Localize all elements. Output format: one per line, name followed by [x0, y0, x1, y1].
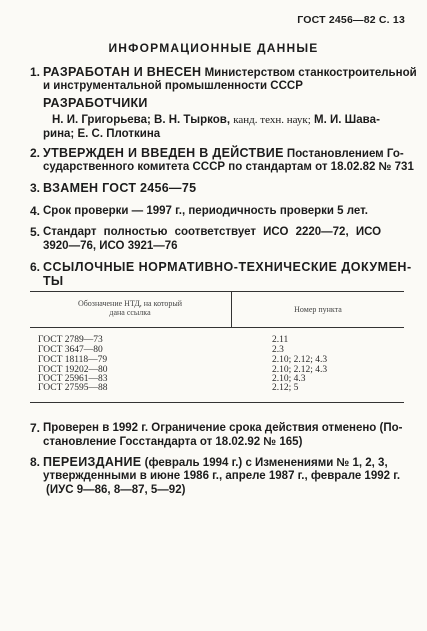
section-1-heading: РАЗРАБОТАН И ВНЕСЕН: [43, 65, 202, 79]
table-cell-document: ГОСТ 18118—79: [38, 355, 108, 365]
table-cell-document: ГОСТ 3647—80: [38, 345, 103, 355]
page-header: ГОСТ 2456—82 С. 13: [297, 14, 405, 26]
table-header-item: Номер пункта: [294, 305, 342, 314]
section-2-line-1: [43, 146, 404, 161]
table-cell-item: 2.10; 2.12; 4.3: [272, 355, 328, 365]
section-5-line-1: Стандарт полностью соответствует ИСО 2220—72, ИСО: [43, 226, 382, 238]
table-cell-item: 2.11: [272, 335, 289, 345]
section-7-line-2: становление Госстандарта от 18.02.92 № 165): [43, 436, 303, 448]
section-4-text: Срок проверки — 1997 г., периодичность проверки 5 лет.: [43, 205, 368, 217]
section-8-line-1: [43, 455, 388, 470]
section-7-line-1: Проверен в 1992 г. Ограничение срока действия отменено (По-: [43, 422, 403, 434]
table-bottom-rule: [30, 402, 404, 403]
section-8-line-3: (ИУС 9—86, 8—87, 5—92): [46, 484, 186, 496]
section-8-heading: ПЕРЕИЗДАНИЕ: [43, 455, 142, 469]
section-7-number: 7.: [30, 421, 41, 435]
section-6-number: 6.: [30, 260, 41, 274]
section-1-line-2: и инструментальной промышленности СССР: [43, 80, 303, 92]
developers-line-1: [52, 113, 380, 127]
section-8-text: (февраль 1994 г.) с Изменениями № 1, 2, 3,: [144, 457, 388, 469]
section-2-text: Постановлением Го-: [286, 148, 404, 160]
section-5-number: 5.: [30, 225, 41, 239]
page-title: ИНФОРМАЦИОННЫЕ ДАННЫЕ: [108, 41, 319, 55]
section-1-line-1: [43, 65, 417, 80]
table-cell-item: 2.3: [272, 345, 284, 355]
table-cell-document: ГОСТ 27595—88: [38, 383, 108, 393]
section-1-text: Министерством станкостроительной: [204, 67, 417, 79]
table-cell-item: 2.10; 2.12; 4.3: [272, 365, 328, 375]
table-cell-item: 2.10; 4.3: [272, 374, 306, 384]
section-8-line-2: утвержденными в июне 1986 г., апреле 1987 г., феврале 1992 г.: [43, 470, 401, 482]
section-2-line-2: сударственного комитета СССР по стандартам от 18.02.82 № 731: [43, 161, 414, 173]
table-header-rule: [30, 327, 404, 328]
table-cell-document: ГОСТ 2789—73: [38, 335, 103, 345]
developers-names-1: Н. И. Григорьева; В. Н. Тырков,: [52, 114, 231, 126]
table-top-rule: [30, 291, 404, 292]
section-2-number: 2.: [30, 146, 41, 160]
section-3-heading: ВЗАМЕН ГОСТ 2456—75: [43, 181, 197, 195]
developers-heading: РАЗРАБОТЧИКИ: [43, 96, 148, 110]
table-header-document-line-1: Обозначение НТД, на который: [77, 299, 183, 308]
section-8-number: 8.: [30, 455, 41, 469]
section-1-number: 1.: [30, 65, 41, 79]
section-4-number: 4.: [30, 204, 41, 218]
developers-degree: канд. техн. наук;: [233, 114, 311, 126]
section-6-heading-line-1: ССЫЛОЧНЫЕ НОРМАТИВНО-ТЕХНИЧЕСКИЕ ДОКУМЕН-: [43, 260, 412, 274]
section-3-number: 3.: [30, 181, 41, 195]
table-cell-item: 2.12; 5: [272, 383, 299, 393]
table-header-document: [40, 299, 220, 317]
developers-names-2: М. И. Шавa-: [314, 114, 380, 126]
section-5-line-2: 3920—76, ИСО 3921—76: [43, 240, 178, 252]
table-cell-document: ГОСТ 19202—80: [38, 365, 108, 375]
section-6-heading-line-2: ТЫ: [43, 274, 64, 288]
developers-line-2: рина; Е. С. Плоткина: [43, 128, 161, 140]
table-header-document-line-2: дана ссылка: [109, 308, 151, 317]
table-cell-document: ГОСТ 25961—83: [38, 374, 108, 384]
section-2-heading: УТВЕРЖДЕН И ВВЕДЕН В ДЕЙСТВИЕ: [43, 146, 284, 160]
